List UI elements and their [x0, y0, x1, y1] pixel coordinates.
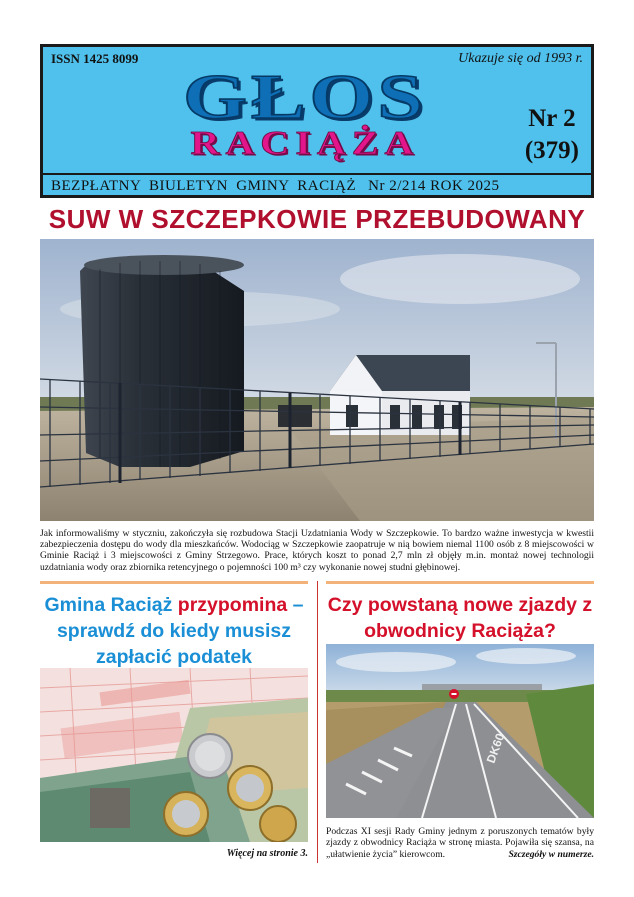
- issue-nr: Nr 2: [528, 105, 576, 132]
- headline-red-part: przypomina: [177, 594, 288, 616]
- masthead: [40, 44, 594, 198]
- logo-glos: GŁOS: [183, 61, 427, 133]
- left-more-link: Więcej na stronie 3.: [226, 848, 308, 859]
- headline-blue-part: Gmina Raciąż: [44, 594, 173, 616]
- issue-number: [525, 103, 579, 167]
- right-article-headline: Czy powstaną nowe zjazdy z obwodnicy Raciąża?: [327, 594, 593, 642]
- tax-photo-coins: [40, 668, 308, 842]
- road-photo-bypass: [326, 644, 594, 818]
- publication-since: Ukazuje się od 1993 r.: [458, 51, 583, 66]
- right-article-text: [326, 826, 594, 860]
- main-headline: SUW W SZCZEPKOWIE PRZEBUDOWANY: [48, 204, 586, 234]
- logo-raciaza: RACIĄŻA: [190, 123, 420, 162]
- masthead-top: [43, 47, 591, 173]
- road-marking-dk60: DK60: [483, 731, 508, 766]
- bulletin-subtitle: BEZPŁATNY BIULETYN GMINY RACIĄŻ: [51, 178, 357, 194]
- main-article-lead: Jak informowaliśmy w styczniu, zakończyła się rozbudowa Stacji Uzdatniania Wody w Szczepkowie. To bardzo ważne inwestycja w kwestii zabezpieczenia dostępu do wody dla mieszkańców. Wodociąg w Szczepkowie zaopatruje w nią bowiem niemal 1100 osób z 8 miejscowości w Gminie Raciąż i 3 miejscowości z Gminy Strzegowo. Prace, których koszt to ponad 2,7 mln zł objęły m.in. montaż nowej technologii uzdatniania wody oraz zbiornika retencyjnego o pojemności 100 m³ czy wykonanie nowej studni głębinowej.: [40, 528, 594, 573]
- right-more-link: Szczegóły w numerze.: [508, 848, 594, 860]
- issue-line: Nr 2/214 ROK 2025: [368, 178, 500, 194]
- masthead-subtitle-bar: [43, 173, 591, 198]
- left-column-divider: [40, 581, 308, 584]
- issn: ISSN 1425 8099: [51, 51, 139, 66]
- column-separator: [317, 581, 318, 863]
- left-article-headline: [40, 592, 308, 670]
- right-column-divider: [326, 581, 594, 584]
- main-photo-water-station: [40, 239, 594, 521]
- issue-total: (379): [524, 137, 579, 164]
- headline-rest: – sprawdź do kiedy musisz zapłacić podatek: [56, 594, 304, 668]
- right-article-body: Podczas XI sesji Rady Gminy jednym z poruszonych tematów były zjazdy z obwodnicy Raciąża w stronę miasta. Pojawiła się szansa, na „ułatwienie życia” kierowcom.: [326, 826, 594, 860]
